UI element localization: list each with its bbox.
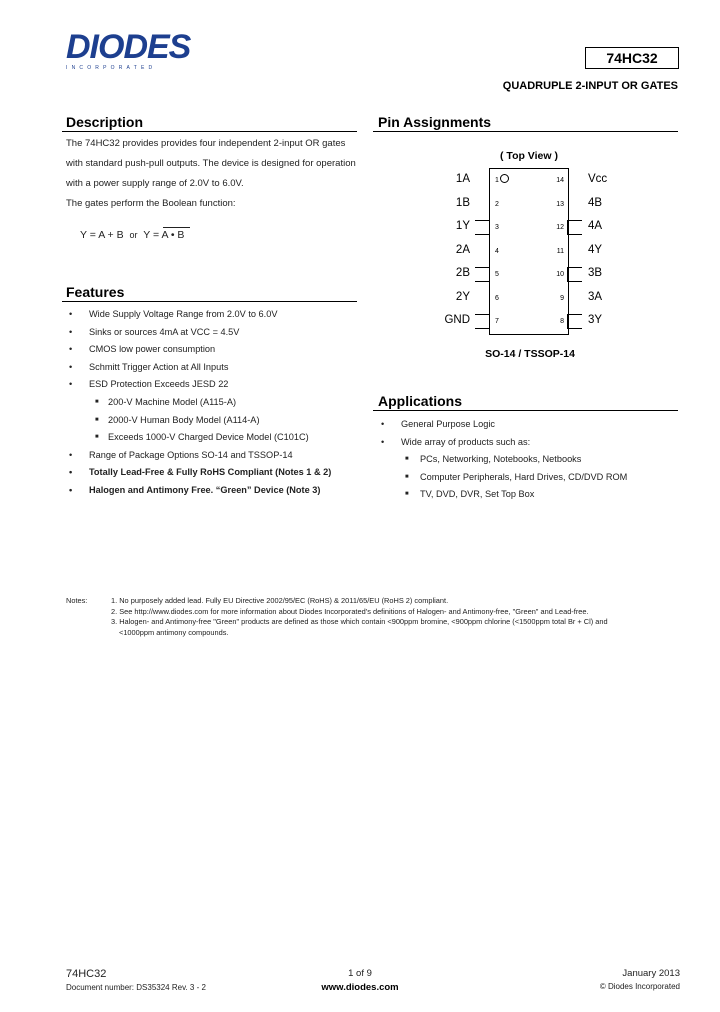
top-view-label: ( Top View )	[500, 150, 558, 162]
pin-row	[440, 172, 510, 186]
overline-bar	[163, 227, 190, 228]
pin-number: 1	[495, 177, 499, 184]
part-number-box: 74HC32	[585, 47, 679, 69]
equation-or: or	[129, 230, 138, 240]
footer-website-link[interactable]: www.diodes.com	[321, 982, 399, 993]
pin-lead	[475, 267, 490, 282]
list-item: • Halogen and Antimony Free. “Green” Device (Note 3)	[69, 484, 321, 495]
list-item: • Range of Package Options SO-14 and TSSOP-14	[69, 449, 293, 460]
pin-name: 3A	[588, 290, 603, 303]
applications-rule	[373, 410, 678, 411]
pin-lead	[567, 220, 582, 235]
description-line: with standard push-pull outputs. The device is designed for operation	[66, 158, 356, 169]
pin-number: 5	[495, 271, 499, 278]
note-item: <1000ppm antimony compounds.	[119, 627, 229, 637]
list-item: • Sinks or sources 4mA at VCC = 4.5V	[69, 326, 240, 337]
list-item: ■ Computer Peripherals, Hard Drives, CD/DVD ROM	[405, 471, 628, 482]
list-item: • ESD Protection Exceeds JESD 22	[69, 379, 229, 390]
pin-number: 4	[495, 247, 499, 255]
pin-row	[548, 313, 618, 327]
pin-name: 4A	[588, 220, 603, 232]
pin-number: 8	[560, 318, 564, 325]
description-rule	[62, 131, 357, 132]
footer-date: January 2013	[622, 968, 680, 979]
pin-number: 3	[495, 224, 499, 231]
pin-name: 2Y	[455, 290, 470, 303]
pin-number: 6	[495, 294, 499, 302]
list-item: • General Purpose Logic	[381, 419, 495, 429]
features-list	[69, 306, 369, 500]
pin-name: 3B	[588, 267, 603, 279]
pin-name: GND	[444, 314, 470, 326]
list-item: ■ Exceeds 1000-V Charged Device Model (C101C)	[95, 432, 309, 443]
features-title: Features	[66, 284, 125, 300]
pin-assignments-title: Pin Assignments	[378, 114, 492, 130]
list-item: ■ 2000-V Human Body Model (A114-A)	[95, 414, 260, 425]
note-item: 2. See http://www.diodes.com for more information about Diodes Incorporated’s definitions of Halogen- and Antimony-free, "Green" and Lead-free.	[111, 606, 589, 616]
description-line: The 74HC32 provides provides four independent 2-input OR gates	[66, 138, 346, 149]
pin-row	[548, 196, 618, 210]
company-logo	[66, 30, 196, 80]
pin-row	[548, 219, 618, 233]
footer-part-number: 74HC32	[66, 968, 107, 980]
pin-name: 4Y	[588, 243, 603, 256]
pin-lead	[567, 267, 582, 282]
pin-assignments-rule	[373, 131, 678, 132]
package-label: SO-14 / TSSOP-14	[485, 348, 575, 360]
pin-row	[548, 243, 618, 257]
pin-row	[440, 196, 510, 210]
pin-row	[548, 290, 618, 304]
footer-copyright: © Diodes Incorporated	[599, 982, 680, 991]
description-title: Description	[66, 114, 144, 130]
document-subtitle: QUADRUPLE 2-INPUT OR GATES	[502, 80, 678, 92]
pin-name: 1B	[455, 196, 470, 209]
logo-text: DIODES	[66, 28, 191, 66]
list-item: • Totally Lead-Free & Fully RoHS Compliant (Notes 1 & 2)	[69, 467, 332, 478]
equation-right: Y = A • B	[143, 229, 185, 241]
pin-number: 7	[495, 318, 499, 325]
pin-number: 10	[556, 271, 564, 278]
pin-number: 11	[556, 247, 564, 255]
pin-number: 14	[556, 177, 564, 184]
pin-name: 2B	[455, 267, 470, 279]
pin-name: 4B	[588, 196, 603, 209]
footer-page-number: 1 of 9	[348, 968, 372, 979]
pin-name: 2A	[455, 243, 470, 256]
logo-subtext: INCORPORATED	[66, 65, 157, 71]
pin-number: 9	[560, 294, 564, 302]
pin-lead	[475, 220, 490, 235]
pin-row	[440, 243, 510, 257]
pin-lead	[567, 314, 582, 329]
list-item: ■ TV, DVD, DVR, Set Top Box	[405, 489, 535, 500]
pin-number: 13	[556, 200, 564, 208]
pin-name: 1A	[455, 173, 470, 185]
note-item: 1. No purposely added lead. Fully EU Directive 2002/95/EC (RoHS) & 2011/65/EU (RoHS 2) compliant.	[111, 596, 449, 605]
applications-title: Applications	[378, 393, 463, 409]
pin-number: 12	[556, 224, 564, 231]
pin-lead	[475, 314, 490, 329]
boolean-equation	[80, 229, 184, 241]
pin-row	[548, 266, 618, 280]
boolean-function-text: The gates perform the Boolean function:	[66, 198, 236, 209]
list-item: • Wide array of products such as:	[381, 436, 531, 447]
list-item: ■ PCs, Networking, Notebooks, Netbooks	[405, 454, 582, 465]
description-line: with a power supply range of 2.0V to 6.0V.	[66, 178, 244, 189]
equation-left: Y = A + B	[80, 229, 124, 241]
list-item: • CMOS low power consumption	[69, 344, 216, 355]
applications-list	[381, 416, 681, 504]
pin-row	[440, 290, 510, 304]
list-item: • Schmitt Trigger Action at All Inputs	[69, 361, 229, 372]
pin-name: 3Y	[588, 314, 603, 326]
pin-row	[548, 172, 618, 186]
pin-name: 1Y	[455, 220, 470, 232]
description-paragraph	[66, 134, 366, 194]
features-rule	[62, 301, 357, 302]
notes-list	[111, 596, 691, 638]
list-item: ■ 200-V Machine Model (A115-A)	[95, 396, 237, 407]
list-item: • Wide Supply Voltage Range from 2.0V to 6.0V	[69, 309, 278, 319]
footer-doc-number: Document number: DS35324 Rev. 3 - 2	[66, 983, 206, 992]
note-item: 3. Halogen- and Antimony-free "Green" products are defined as those which contain <900ppm bromine, <900ppm chlorine (<1500ppm total Br + Cl) and	[111, 617, 608, 626]
pin-number: 2	[495, 200, 499, 208]
pin-name: Vcc	[588, 173, 608, 185]
notes-label: Notes:	[66, 596, 88, 605]
